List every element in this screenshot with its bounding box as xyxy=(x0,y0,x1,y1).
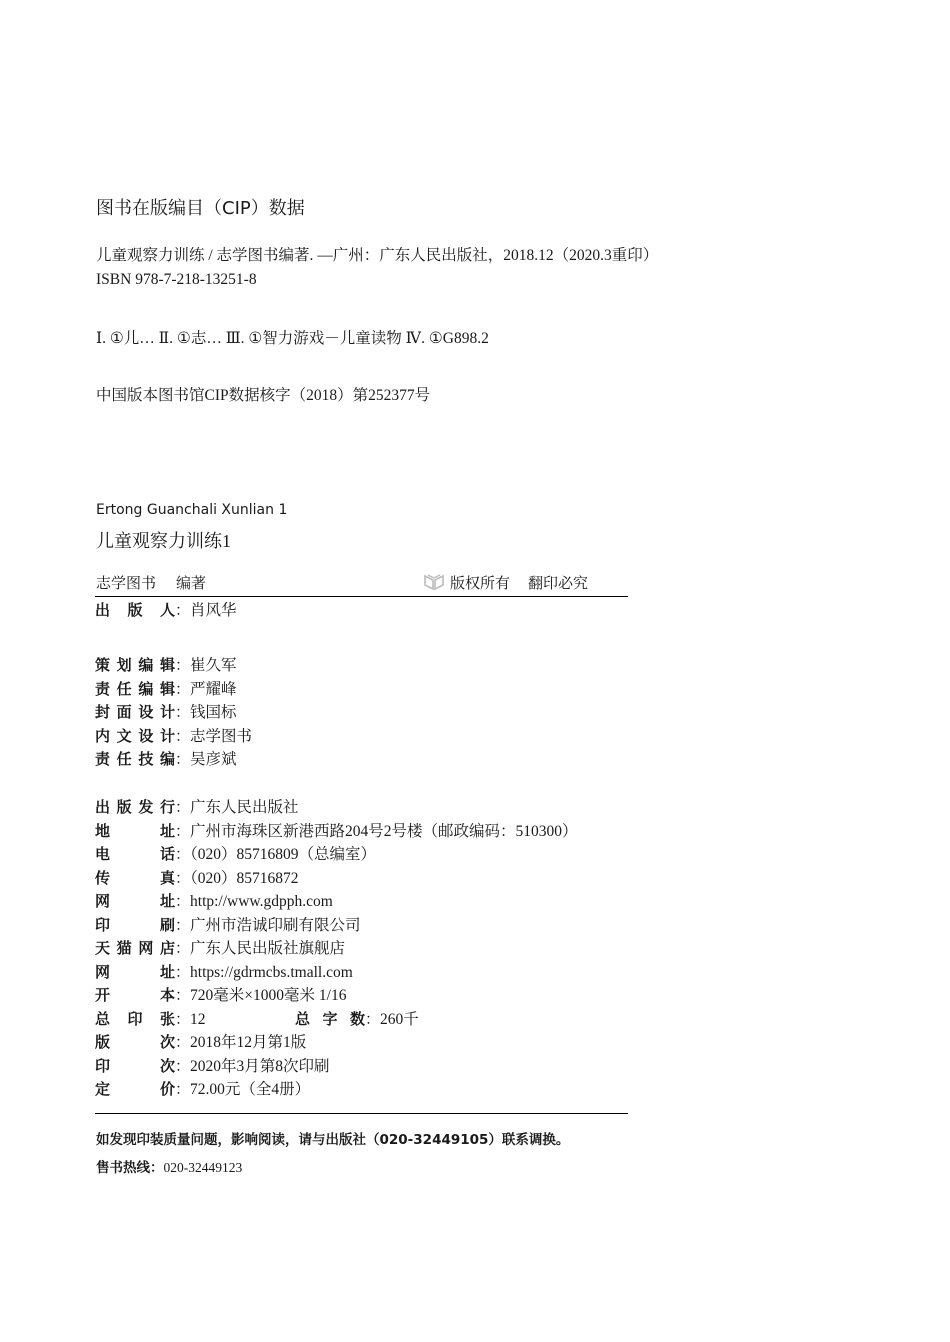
interior-design-row: 内文设计：志学图书 xyxy=(95,727,253,745)
cip-isbn: ISBN 978-7-218-13251-8 xyxy=(96,271,257,288)
printer-value: 广州市浩诚印刷有限公司 xyxy=(190,917,361,934)
rights-reserved: 版权所有 xyxy=(450,574,511,592)
interior-design-label: 内文设计 xyxy=(95,727,175,745)
author-role: 编著 xyxy=(176,574,207,592)
planning-editor-row: 策划编辑：崔久军 xyxy=(95,656,237,674)
technical-editor-label: 责任技编 xyxy=(95,750,175,768)
fax-label: 传真 xyxy=(95,869,175,887)
store-url-label: 网址 xyxy=(95,963,175,981)
price-value: 72.00元（全4册） xyxy=(190,1081,311,1098)
planning-editor-value: 崔久军 xyxy=(190,657,237,674)
address-label: 地址 xyxy=(95,822,175,840)
distribution-value: 广东人民出版社 xyxy=(190,799,299,816)
word-count-value: 260千 xyxy=(380,1011,419,1028)
book-title: 儿童观察力训练1 xyxy=(96,531,231,551)
store-url-row: 网址：https://gdrmcbs.tmall.com xyxy=(95,963,353,981)
header-rule xyxy=(95,596,628,597)
sheets-row: 总印张：12 总字数：260千 xyxy=(95,1008,419,1030)
printer-label: 印刷 xyxy=(95,916,175,934)
website-row: 网址：http://www.gdpph.com xyxy=(95,892,333,910)
publisher-person-row: 出版人：肖风华 xyxy=(95,601,237,619)
cip-classification: Ⅰ. ①儿… Ⅱ. ①志… Ⅲ. ①智力游戏－儿童读物 Ⅳ. ①G898.2 xyxy=(96,330,489,347)
cip-verification-number: 中国版本图书馆CIP数据核字（2018）第252377号 xyxy=(96,387,431,404)
responsible-editor-value: 严耀峰 xyxy=(190,681,237,698)
sales-hotline-value: 020-32449123 xyxy=(163,1160,243,1175)
cover-design-row: 封面设计：钱国标 xyxy=(95,703,237,721)
printing-value: 2020年3月第8次印刷 xyxy=(190,1058,330,1075)
website-link[interactable]: http://www.gdpph.com xyxy=(190,893,333,910)
cover-design-label: 封面设计 xyxy=(95,703,175,721)
address-value: 广州市海珠区新港西路204号2号楼（邮政编码：510300） xyxy=(190,823,578,840)
fax-row: 传真：（020）85716872 xyxy=(95,869,299,887)
price-label: 定价 xyxy=(95,1080,175,1098)
author-line xyxy=(96,572,206,593)
printer-row: 印刷：广州市浩诚印刷有限公司 xyxy=(95,916,361,934)
responsible-editor-label: 责任编辑 xyxy=(95,680,175,698)
copyright-notice xyxy=(424,572,588,593)
sheets-value: 12 xyxy=(190,1011,206,1028)
sales-hotline xyxy=(96,1156,242,1176)
publisher-person-label: 出版人 xyxy=(95,601,175,619)
format-row: 开本：720毫米×1000毫米 1/16 xyxy=(95,986,347,1004)
responsible-editor-row: 责任编辑：严耀峰 xyxy=(95,680,237,698)
phone-value: （020）85716809（总编室） xyxy=(190,846,377,863)
technical-editor-row: 责任技编：吴彦斌 xyxy=(95,750,237,768)
address-row: 地址：广州市海珠区新港西路204号2号楼（邮政编码：510300） xyxy=(95,822,578,840)
cover-design-value: 钱国标 xyxy=(190,704,237,721)
distribution-row: 出版发行：广东人民出版社 xyxy=(95,798,299,816)
distribution-label: 出版发行 xyxy=(95,798,175,816)
tmall-store-row: 天猫网店：广东人民出版社旗舰店 xyxy=(95,939,346,957)
interior-design-value: 志学图书 xyxy=(190,728,253,745)
format-label: 开本 xyxy=(95,986,175,1004)
no-copying-notice: 翻印必究 xyxy=(528,574,589,592)
book-title-pinyin: Ertong Guanchali Xunlian 1 xyxy=(96,502,288,518)
author-name: 志学图书 xyxy=(96,576,157,592)
price-row: 定价：72.00元（全4册） xyxy=(95,1080,311,1098)
book-icon xyxy=(424,574,444,590)
cip-bibliographic-line: 儿童观察力训练 / 志学图书编著. —广州：广东人民出版社，2018.12（2020.3重印） xyxy=(96,247,659,264)
fax-value: （020）85716872 xyxy=(190,870,299,887)
cip-title: 图书在版编目（CIP）数据 xyxy=(96,198,305,219)
format-value: 720毫米×1000毫米 1/16 xyxy=(190,987,347,1004)
phone-row: 电话：（020）85716809（总编室） xyxy=(95,845,377,863)
sheets-label: 总印张 xyxy=(95,1010,175,1028)
technical-editor-value: 吴彦斌 xyxy=(190,751,237,768)
quality-notice xyxy=(96,1128,569,1148)
footer-rule xyxy=(95,1113,628,1114)
edition-value: 2018年12月第1版 xyxy=(190,1034,307,1051)
edition-row: 版次：2018年12月第1版 xyxy=(95,1033,307,1051)
website-label: 网址 xyxy=(95,892,175,910)
tmall-store-value: 广东人民出版社旗舰店 xyxy=(190,940,346,957)
printing-row: 印次：2020年3月第8次印刷 xyxy=(95,1057,330,1075)
store-url-link[interactable]: https://gdrmcbs.tmall.com xyxy=(190,964,353,981)
planning-editor-label: 策划编辑 xyxy=(95,656,175,674)
word-count-label: 总字数 xyxy=(295,1010,366,1028)
publisher-person-value: 肖风华 xyxy=(190,602,237,619)
phone-label: 电话 xyxy=(95,845,175,863)
sales-hotline-label: 售书热线： xyxy=(96,1160,164,1176)
quality-notice-text: 如发现印装质量问题，影响阅读，请与出版社（020-32449105）联系调换。 xyxy=(96,1132,570,1148)
tmall-store-label: 天猫网店 xyxy=(95,939,175,957)
edition-label: 版次 xyxy=(95,1033,175,1051)
printing-label: 印次 xyxy=(95,1057,175,1075)
